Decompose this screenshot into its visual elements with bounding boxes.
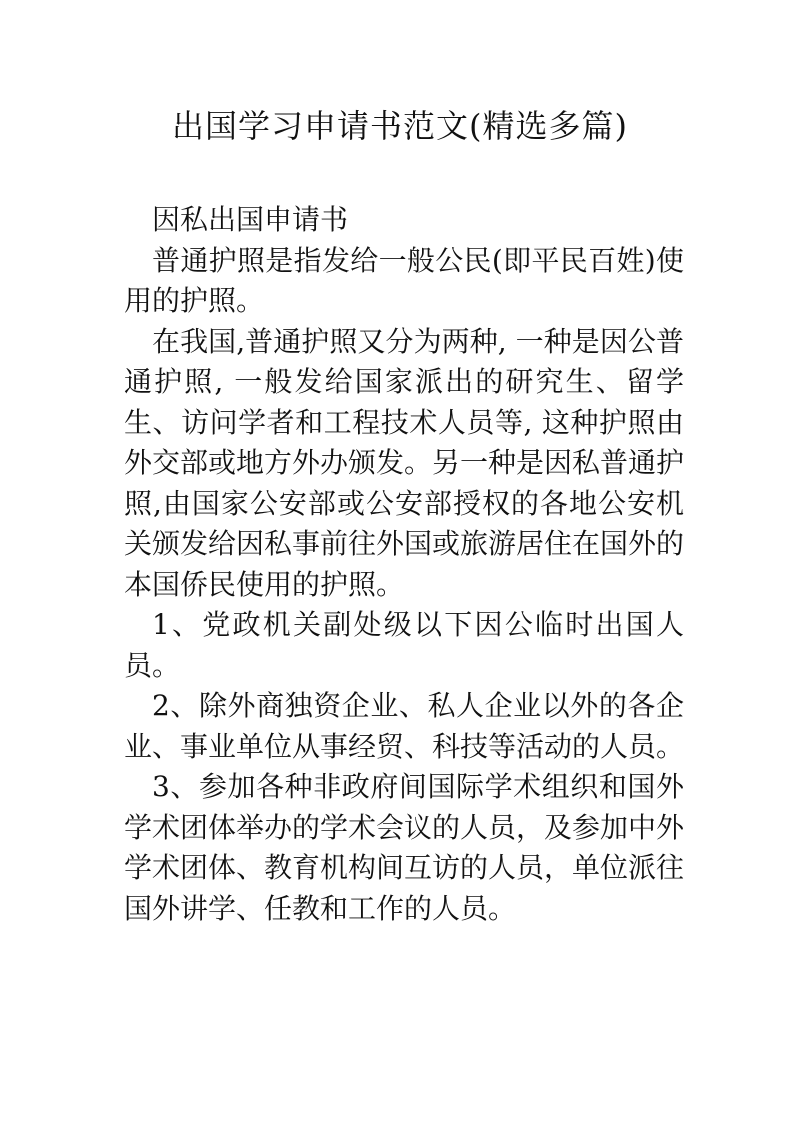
list-item-2: 2、除外商独资企业、私人企业以外的各企业、事业单位从事经贸、科技等活动的人员。 [124, 689, 685, 763]
document-title: 出国学习申请书范文(精选多篇) [172, 107, 628, 145]
section-heading: 因私出国申请书 [152, 203, 349, 236]
document-body [124, 200, 684, 929]
paragraph-definition: 普通护照是指发给一般公民(即平民百姓)使用的护照。 [124, 243, 684, 317]
paragraph-passport-types: 在我国,普通护照又分为两种, 一种是因公普通护照, 一般发给国家派出的研究生、留学生、访问学者和工程技术人员等, 这种护照由外交部或地方外办颁发。另一种是因私普通护照,由国家公安部或公安部授权的各地公安机关颁发给因私事前往外国或旅游居住在国外的本国侨民使用的护照。 [124, 324, 685, 601]
list-item-3: 3、参加各种非政府间国际学术组织和国外学术团体举办的学术会议的人员，及参加中外学术团体、教育机构间互访的人员，单位派往国外讲学、任教和工作的人员。 [124, 770, 685, 925]
list-item-1: 1、党政机关副处级以下因公临时出国人员。 [124, 608, 684, 682]
